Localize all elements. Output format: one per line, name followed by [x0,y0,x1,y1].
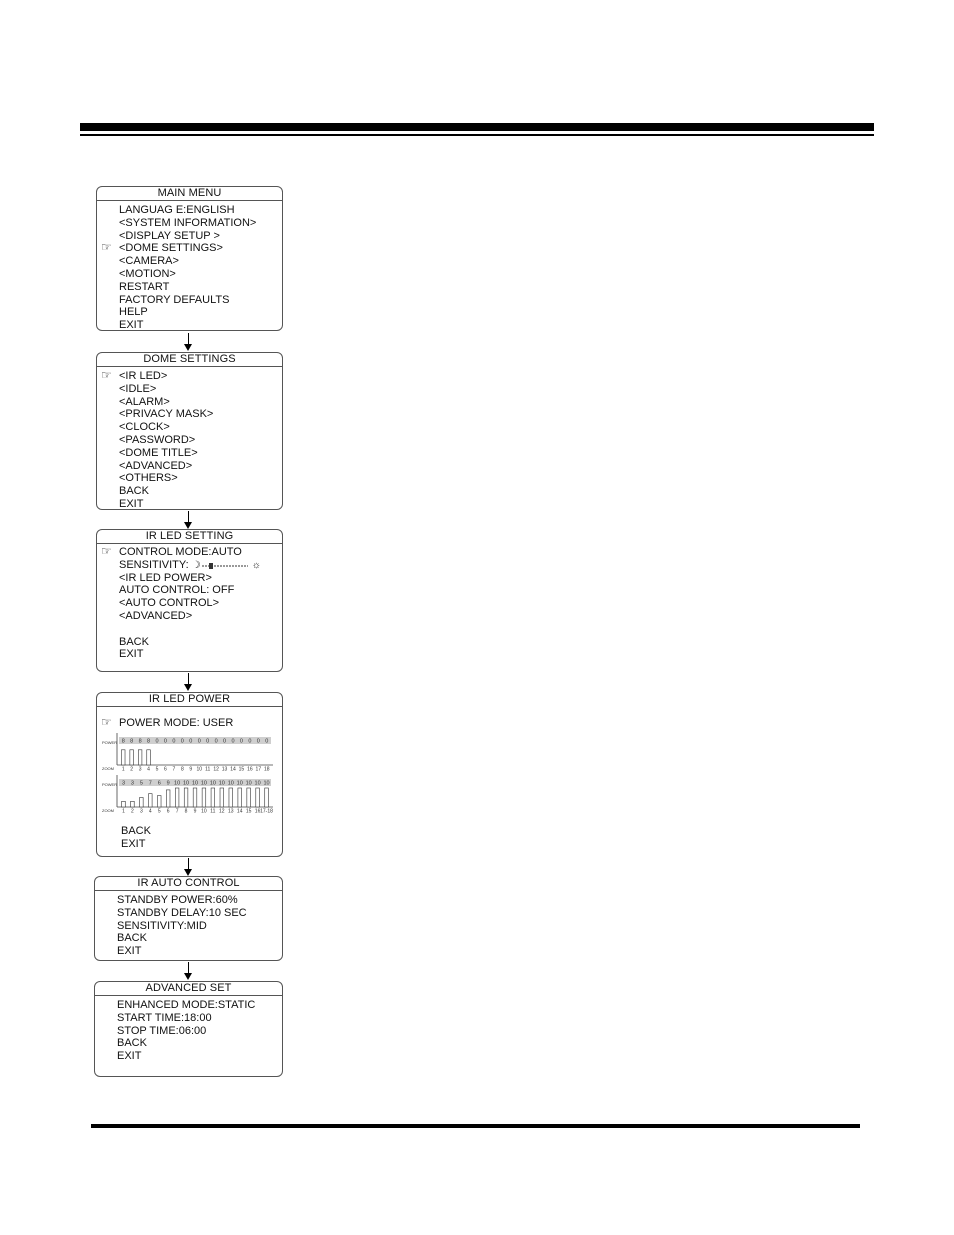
advanced-item[interactable] [97,610,282,623]
bar-value-label: 0 [163,738,167,745]
zoom-tick-label: 5 [157,808,161,813]
ir-led-power-title: IR LED POWER [97,693,282,707]
zoom-tick-label: 10 [201,808,207,813]
bar-value-label: 10 [218,780,225,787]
bar-value-label: 0 [214,738,218,745]
menu-item-label: EXIT [119,319,144,332]
header-rule-thick [80,123,874,131]
menu-item-label: ENHANCED MODE:STATIC [117,999,256,1011]
zoom-tick-label: 4 [148,808,152,813]
menu-item-label: RESTART [119,280,170,293]
bar-value-label: 8 [130,738,134,745]
menu-item-label: <PRIVACY MASK> [119,408,214,421]
ir-led-power-panel [96,692,283,857]
power-bar [220,788,224,807]
flow-arrow [183,333,193,351]
power-bar [175,788,179,807]
bar-value-label: 0 [239,738,243,745]
bar-value-label: 10 [263,780,270,787]
menu-item-label: FACTORY DEFAULTS [119,293,230,306]
bar-value-label: 8 [147,738,151,745]
bar-value-label: 0 [155,738,159,745]
control-mode-item[interactable] [97,546,282,559]
sun-icon: ☼ [251,559,261,571]
menu-item-label: SENSITIVITY:MID [117,919,207,932]
flow-arrow [183,962,193,980]
menu-item-label: <IDLE> [119,382,157,395]
zoom-tick-label: 2 [131,808,134,813]
exit-label: EXIT [119,648,144,661]
ir-auto-control-title: IR AUTO CONTROL [95,877,282,891]
sensitivity-label: SENSITIVITY: [119,558,189,571]
bar-value-label: 5 [139,780,143,787]
power-bar [157,796,161,807]
menu-item[interactable] [97,396,282,409]
menu-item[interactable] [97,498,282,511]
auto-control-label: <AUTO CONTROL> [119,597,220,610]
bar-value-label: 10 [245,780,252,787]
bar-value-label: 6 [157,780,161,787]
exit-label: EXIT [121,838,146,850]
pointing-hand-icon: ☞ [101,544,112,558]
bar-value-label: 0 [197,738,201,745]
power-bar [140,798,144,808]
menu-item-label: <IR LED> [119,370,168,382]
moon-icon: ☽ [191,559,201,571]
bar-value-label: 7 [148,780,152,787]
menu-item[interactable] [97,460,282,473]
power-bar [122,801,126,807]
menu-item[interactable] [97,370,282,383]
menu-item-label: <SYSTEM INFORMATION> [119,216,257,229]
advanced-set-title: ADVANCED SET [95,982,282,996]
ir-auto-control-panel [94,876,283,961]
menu-item-label: <PASSWORD> [119,433,196,446]
y-axis-label: POWER [102,782,118,787]
bar-value-label: 10 [191,780,199,787]
power-bar [211,788,215,807]
menu-item[interactable] [95,1025,282,1038]
zoom-tick-label: 9 [193,808,197,813]
menu-item[interactable] [95,945,282,958]
zoom-tick-label: 15 [238,766,245,771]
zoom-tick-label: 11 [205,766,211,771]
bar-value-label: 10 [182,780,190,787]
zoom-tick-label: 5 [155,766,159,771]
power-zoom-chart-1 [101,731,277,771]
power-bar [121,750,125,765]
main-menu-panel [96,186,283,331]
pointing-hand-icon: ☞ [101,368,112,382]
menu-item[interactable] [97,408,282,421]
auto-control-state-item[interactable] [97,584,282,597]
menu-item-label: <OTHERS> [119,472,178,485]
footer-rule [91,1124,860,1128]
power-bar [130,750,134,765]
exit-item[interactable] [97,648,282,661]
zoom-tick-label: 3 [138,766,142,771]
menu-item[interactable] [95,1050,282,1063]
menu-item-label: <MOTION> [119,267,176,280]
dome-settings-panel [96,352,283,510]
flow-arrow [183,511,193,529]
power-bar [184,788,188,807]
bar-value-label: 8 [138,738,142,745]
bar-value-label: 3 [121,780,126,787]
zoom-tick-label: 6 [164,766,167,771]
bar-value-label: 0 [172,738,176,745]
menu-item[interactable] [97,447,282,460]
back-label: BACK [119,635,149,648]
bar-value-label: 0 [248,738,252,745]
y-axis-label: POWER [102,740,118,745]
bar-value-label: 0 [256,738,260,745]
auto-control-item[interactable] [97,597,282,610]
zoom-tick-label: 17-18 [260,808,273,813]
menu-item-label: <ADVANCED> [119,459,193,472]
menu-item-label: EXIT [119,497,144,510]
menu-item[interactable] [95,1012,282,1025]
power-mode-label: POWER MODE: USER [119,717,234,729]
zoom-tick-label: 14 [236,808,243,813]
x-axis-label: ZOOM [102,766,114,771]
blank-row [97,623,282,636]
bar-value-label: 0 [223,738,227,745]
menu-item[interactable] [97,255,282,268]
bar-value-label: 10 [236,780,243,787]
advanced-set-list [95,996,282,1063]
power-bar [238,788,242,807]
menu-item-label: EXIT [117,945,142,958]
dome-settings-title: DOME SETTINGS [97,353,282,367]
zoom-tick-label: 10 [196,766,203,771]
pointing-hand-icon: ☞ [101,240,112,255]
bar-value-label: 10 [227,780,234,787]
zoom-tick-label: 14 [230,766,236,771]
menu-item[interactable] [97,294,282,307]
flow-arrow [183,858,193,876]
bar-value-label: 10 [254,780,261,787]
power-bar [131,801,135,807]
bar-value-label: 3 [130,780,134,787]
menu-item[interactable] [97,281,282,294]
ir-led-setting-list [97,544,282,661]
zoom-tick-label: 2 [130,766,134,771]
main-menu-list [97,201,282,332]
menu-item[interactable] [95,907,282,920]
zoom-tick-label: 17 [255,766,262,771]
power-mode-item[interactable] [97,717,282,730]
ir-auto-control-list [95,891,282,958]
zoom-tick-label: 9 [189,766,193,771]
power-bar [148,794,152,807]
power-bar [147,750,151,765]
ir-led-power-label: <IR LED POWER> [119,571,212,584]
ir-led-setting-title: IR LED SETTING [97,530,282,544]
menu-item[interactable] [97,383,282,396]
zoom-tick-label: 4 [147,766,150,771]
bar-value-label: 10 [200,780,208,787]
zoom-tick-label: 12 [213,766,219,771]
zoom-tick-label: 13 [221,766,228,771]
menu-item[interactable] [97,230,282,243]
zoom-tick-label: 1 [122,808,125,813]
sensitivity-item[interactable] [97,559,282,572]
menu-item[interactable] [97,434,282,447]
zoom-tick-label: 6 [166,808,170,813]
power-bar [202,788,206,807]
power-bar [193,788,197,807]
header-rule-thin [80,134,874,136]
power-bar [265,788,269,807]
menu-item[interactable] [95,920,282,933]
control-mode-label: CONTROL MODE:AUTO [119,546,242,558]
flow-arrow [183,673,193,691]
menu-item-label: START TIME:18:00 [117,1011,212,1024]
menu-item-label: <DOME TITLE> [119,446,198,459]
bar-value-label: 10 [174,780,181,787]
menu-item[interactable] [97,306,282,319]
menu-item-label: <ALARM> [119,395,170,408]
pointing-hand-icon: ☞ [101,715,112,729]
menu-item-label: <CAMERA> [119,255,179,268]
menu-item[interactable] [97,204,282,217]
menu-item-label: STOP TIME:06:00 [117,1024,207,1037]
advanced-label: <ADVANCED> [119,609,193,622]
bar-value-label: 10 [209,780,216,787]
zoom-tick-label: 16 [247,766,253,771]
zoom-tick-label: 18 [263,766,270,771]
menu-item-label: <CLOCK> [119,421,170,434]
menu-item-label: BACK [119,485,149,498]
menu-item[interactable] [97,217,282,230]
zoom-tick-label: 1 [121,766,125,771]
ir-led-setting-panel [96,529,283,672]
menu-item[interactable] [97,485,282,498]
menu-item-label: BACK [117,1037,147,1050]
menu-item[interactable] [95,932,282,945]
sensitivity-slider[interactable] [201,561,249,569]
menu-item-label: <DISPLAY SETUP > [119,229,220,242]
menu-item[interactable] [95,894,282,907]
zoom-tick-label: 11 [210,808,216,813]
zoom-tick-label: 15 [245,808,252,813]
zoom-tick-label: 7 [172,766,176,771]
menu-item[interactable] [97,319,282,332]
menu-item[interactable] [95,999,282,1012]
zoom-tick-label: 13 [227,808,234,813]
back-item[interactable] [97,636,282,649]
power-bar [229,788,233,807]
zoom-tick-label: 12 [219,808,225,813]
menu-item-label: HELP [119,306,148,319]
bar-value-label: 9 [166,780,170,787]
back-item[interactable] [99,825,151,838]
menu-item[interactable] [97,421,282,434]
zoom-tick-label: 3 [139,808,143,813]
advanced-set-panel [94,981,283,1077]
power-bar [256,788,260,807]
menu-item-label: LANGUAG E:ENGLISH [119,204,235,216]
menu-item[interactable] [95,1037,282,1050]
menu-item[interactable] [97,472,282,485]
bar-value-label: 0 [180,738,184,745]
menu-item[interactable] [97,242,282,255]
bar-value-label: 0 [265,738,269,745]
back-label: BACK [121,825,151,837]
bar-value-label: 8 [121,738,125,745]
exit-item[interactable] [99,838,145,851]
power-bar [138,750,142,765]
ir-led-power-item[interactable] [97,572,282,585]
bar-value-label: 0 [231,738,235,745]
menu-item-label: <DOME SETTINGS> [119,242,223,255]
menu-item[interactable] [97,268,282,281]
dome-settings-list [97,367,282,511]
x-axis-label: ZOOM [102,808,114,813]
bar-value-label: 0 [206,738,210,745]
menu-item-label: STANDBY POWER:60% [117,894,238,906]
zoom-tick-label: 16 [254,808,261,813]
auto-control-state-label: AUTO CONTROL: OFF [119,584,235,597]
menu-item-label: STANDBY DELAY:10 SEC [117,906,247,919]
power-bar [247,788,251,807]
zoom-tick-label: 8 [184,808,188,813]
zoom-tick-label: 7 [175,808,179,813]
zoom-tick-label: 8 [180,766,184,771]
power-bar [166,790,170,807]
power-zoom-chart-2 [101,773,277,813]
menu-item-label: EXIT [117,1050,142,1063]
bar-value-label: 0 [189,738,193,745]
main-menu-title: MAIN MENU [97,187,282,201]
menu-item-label: BACK [117,932,147,945]
